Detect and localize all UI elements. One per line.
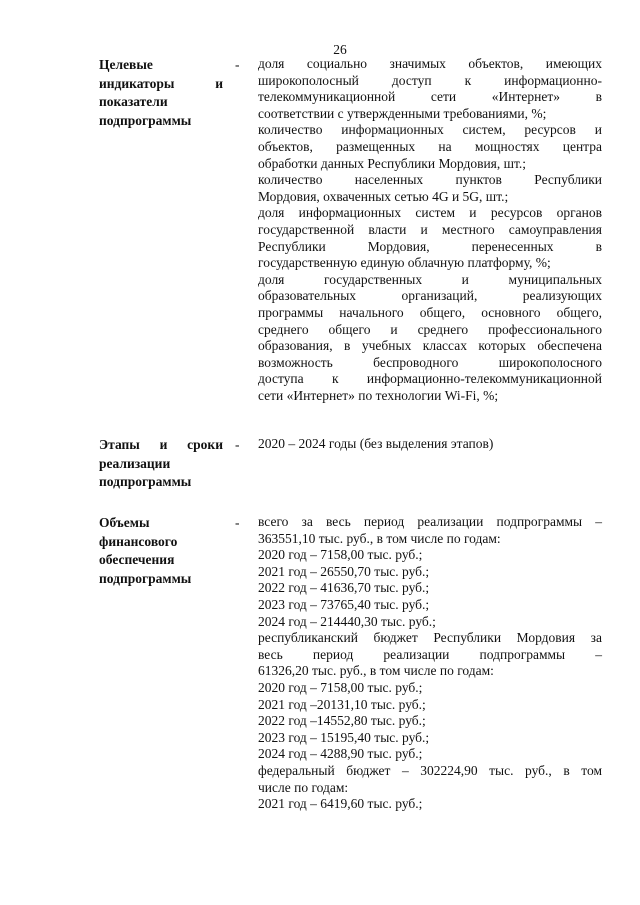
content-line: 2024 год – 214440,30 тыс. руб.; — [258, 613, 436, 629]
content-line: Мордовия, охваченных сетью 4G и 5G, шт.; — [258, 188, 509, 204]
row-content — [258, 436, 602, 453]
content-line: государственной власти и местного самоуправления — [258, 221, 602, 237]
row-label-line: финансового — [99, 533, 178, 549]
row-dash: - — [235, 57, 240, 72]
row-label — [99, 514, 223, 588]
content-line: 363551,10 тыс. руб., в том числе по годам: — [258, 530, 501, 546]
content-line: образования, в учебных классах которых обеспечена — [258, 338, 602, 354]
content-line: 2023 год – 73765,40 тыс. руб.; — [258, 596, 430, 612]
content-line: всего за весь период реализации подпрограммы – — [258, 514, 602, 529]
row-label-line: обеспечения — [99, 552, 175, 568]
content-line: Республики Мордовия, перенесенных в — [258, 238, 602, 254]
content-line: доля государственных и муниципальных — [258, 271, 602, 287]
row-label-line: Объемы — [99, 515, 150, 530]
content-line: 2021 год – 6419,60 тыс. руб.; — [258, 796, 423, 812]
content-line: программы начального общего, основного общего, — [258, 304, 602, 320]
row-label — [99, 436, 223, 492]
content-line: доля социально значимых объектов, имеющих — [258, 56, 602, 71]
row-label-line: индикаторы и — [99, 75, 223, 91]
content-line: сети «Интернет» по технологии Wi-Fi, %; — [258, 387, 499, 403]
content-line: весь период реализации подпрограммы – — [258, 646, 602, 662]
row-label — [99, 56, 223, 130]
row-label-line: Целевые — [99, 57, 153, 72]
row-label-line: реализации — [99, 455, 171, 471]
content-line: 2022 год – 41636,70 тыс. руб.; — [258, 580, 430, 596]
row-label-line: показатели — [99, 94, 168, 110]
content-line: 2020 – 2024 годы (без выделения этапов) — [258, 436, 494, 451]
content-line: федеральный бюджет – 302224,90 тыс. руб., в том — [258, 762, 602, 778]
content-line: обработки данных Республики Мордовия, шт.; — [258, 155, 527, 171]
content-line: объектов, размещенных на мощностях центра — [258, 138, 602, 154]
content-line: 2021 год –20131,10 тыс. руб.; — [258, 696, 426, 712]
page-number: 26 — [333, 42, 347, 57]
content-line: 61326,20 тыс. руб., в том числе по годам: — [258, 663, 494, 679]
content-line: доля информационных систем и ресурсов органов — [258, 205, 602, 221]
content-line: доступа к информационно-телекоммуникационной — [258, 371, 602, 387]
content-line: соответствии с утвержденными требованиями, %; — [258, 105, 547, 121]
row-label-line: подпрограммы — [99, 474, 192, 490]
row-label-line: подпрограммы — [99, 570, 192, 586]
content-line: образовательных организаций, реализующих — [258, 288, 602, 304]
content-line: количество населенных пунктов Республики — [258, 172, 602, 188]
content-line: числе по годам: — [258, 779, 349, 795]
row-label-line: Этапы и сроки — [99, 437, 223, 452]
content-line: 2023 год – 15195,40 тыс. руб.; — [258, 729, 430, 745]
row-dash: - — [235, 515, 240, 530]
content-line: 2024 год – 4288,90 тыс. руб.; — [258, 746, 423, 762]
row-content — [258, 56, 602, 404]
content-line: 2021 год – 26550,70 тыс. руб.; — [258, 563, 430, 579]
content-line: 2020 год – 7158,00 тыс. руб.; — [258, 679, 423, 695]
content-line: республиканский бюджет Республики Мордовия за — [258, 630, 602, 646]
row-label-line: подпрограммы — [99, 112, 192, 128]
row-dash: - — [235, 437, 240, 452]
content-line: государственную единую облачную платформу, %; — [258, 255, 551, 271]
content-line: 2022 год –14552,80 тыс. руб.; — [258, 713, 426, 729]
content-line: 2020 год – 7158,00 тыс. руб.; — [258, 547, 423, 563]
content-line: среднего общего и среднего профессионального — [258, 321, 602, 337]
content-line: широкополосный доступ к информационно- — [258, 72, 602, 88]
content-line: телекоммуникационной сети «Интернет» в — [258, 89, 602, 105]
content-line: возможность беспроводного широкополосного — [258, 354, 602, 370]
row-content — [258, 514, 602, 813]
content-line: количество информационных систем, ресурсов и — [258, 122, 602, 138]
